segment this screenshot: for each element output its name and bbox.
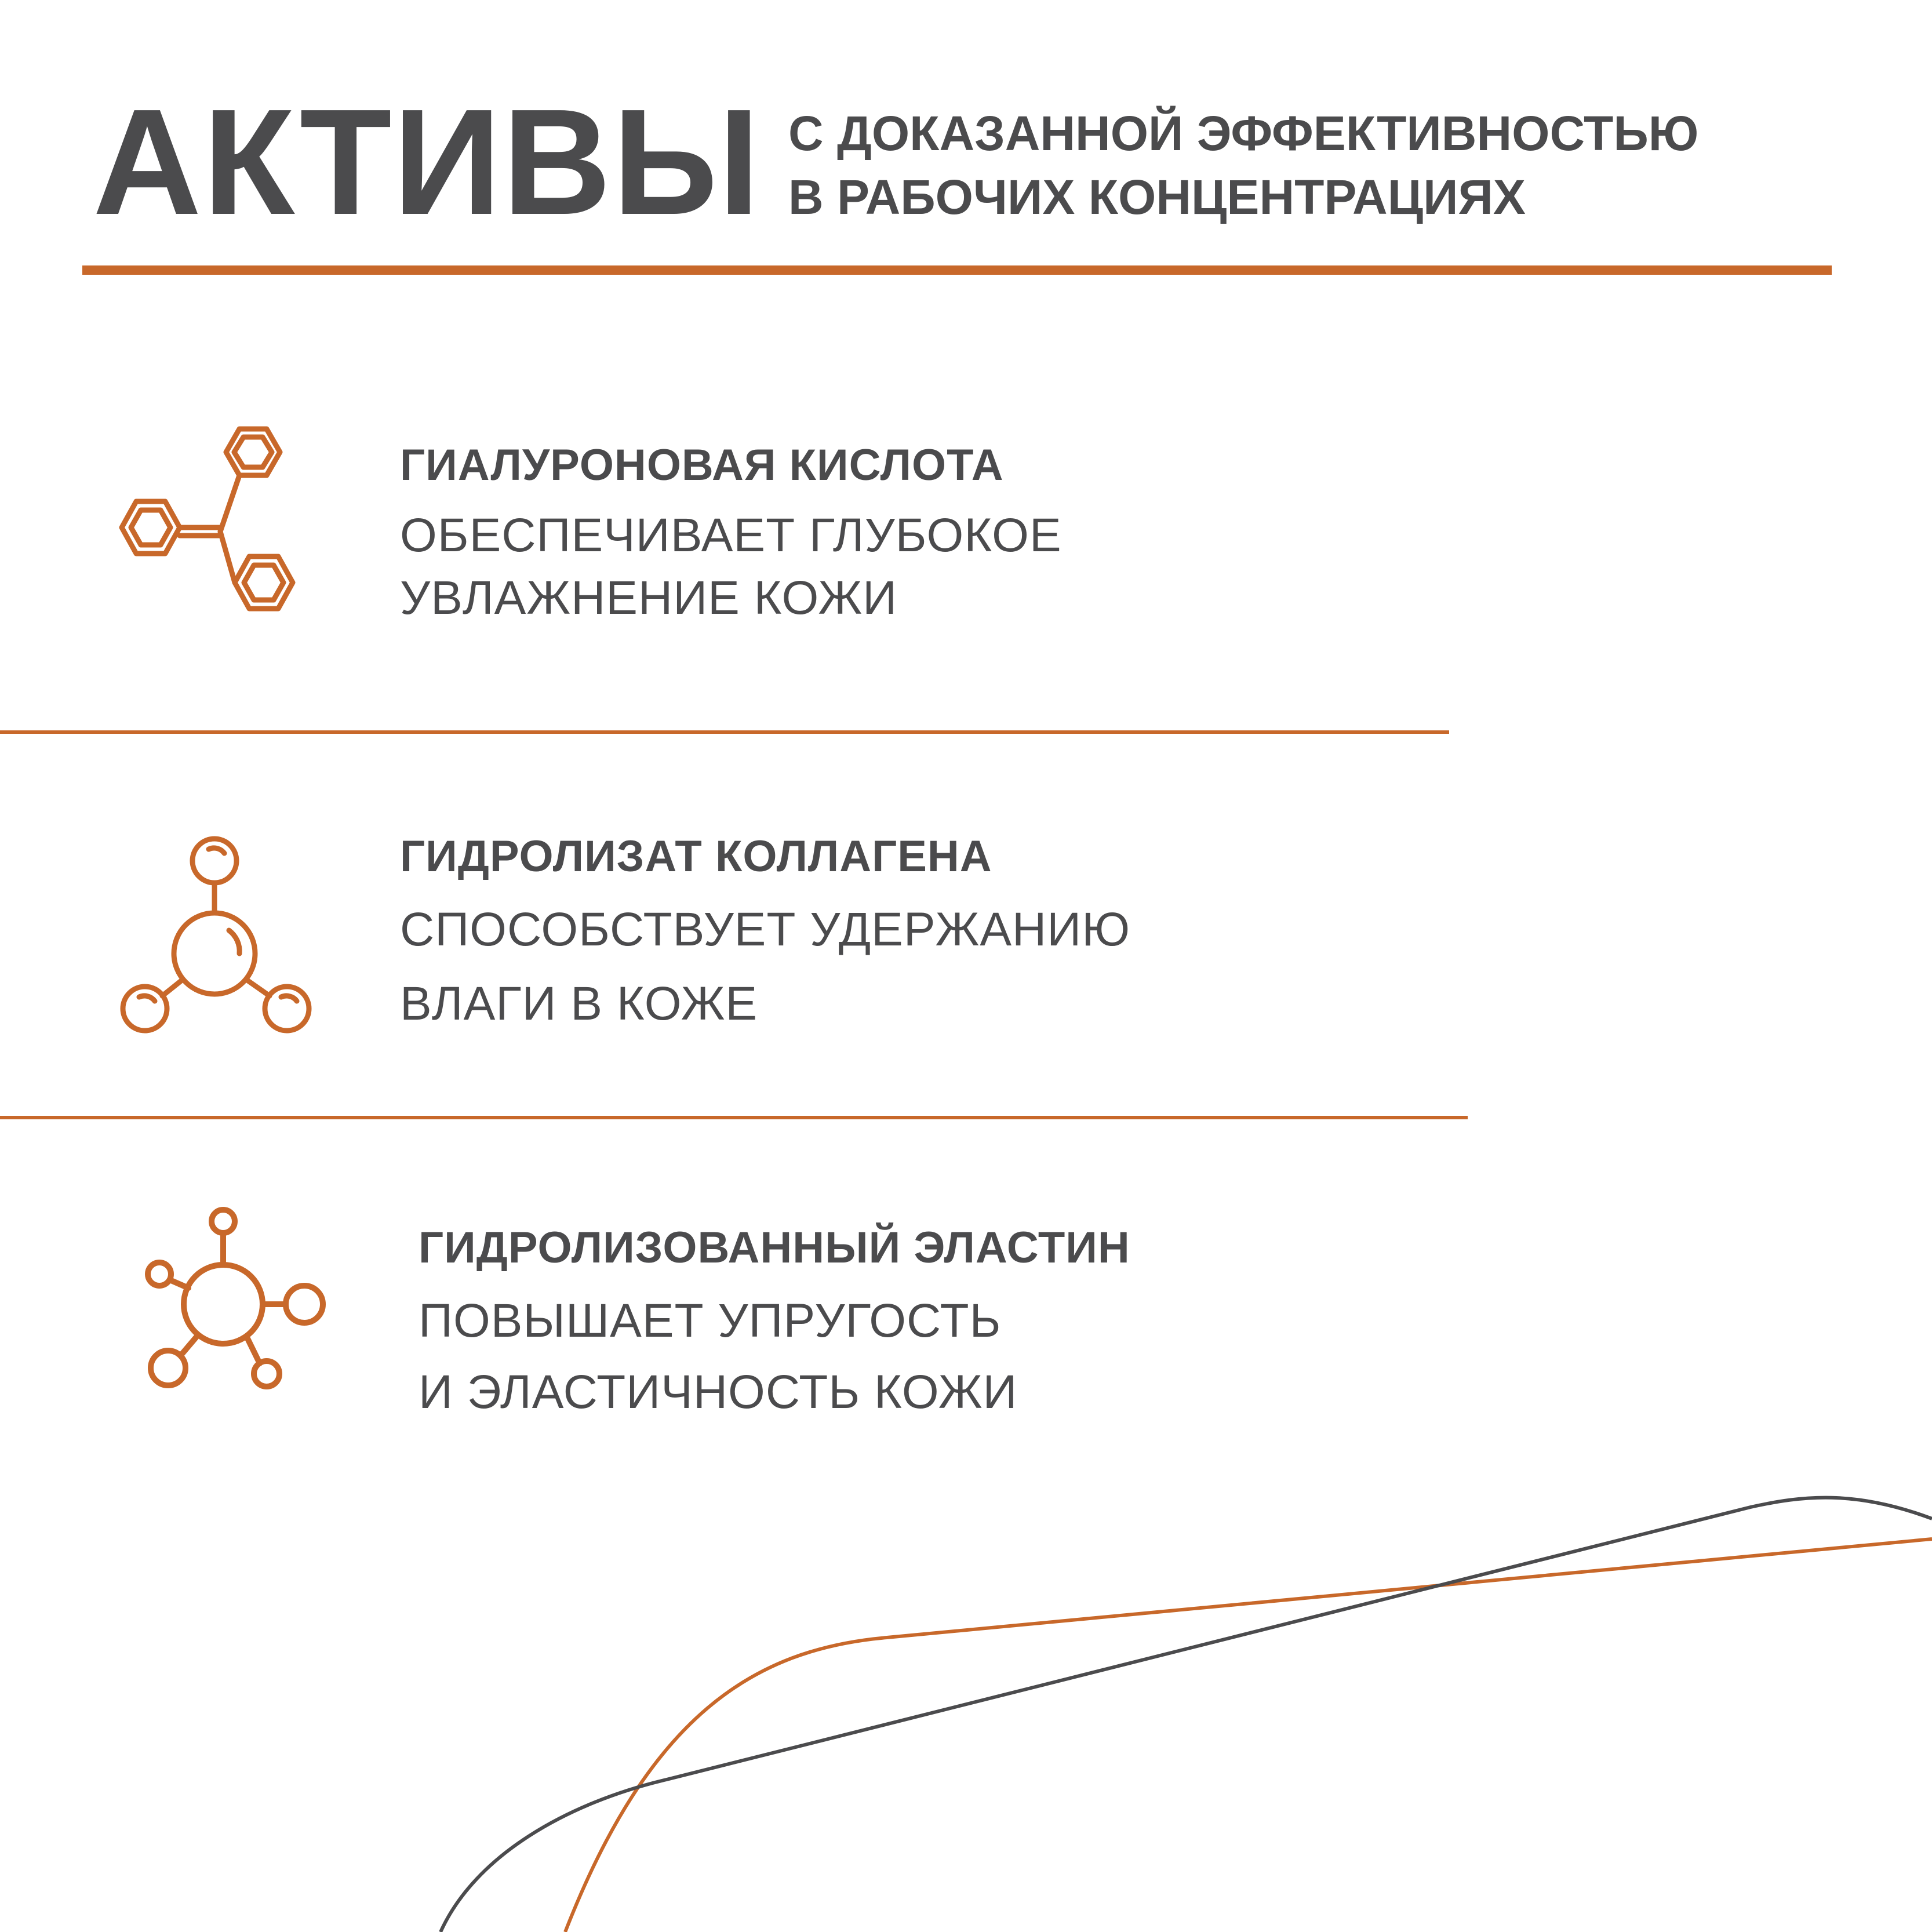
item-desc-line: ОБЕСПЕЧИВАЕТ ГЛУБОКОЕ <box>400 509 1062 562</box>
item-desc-line: И ЭЛАСТИЧНОСТЬ КОЖИ <box>419 1366 1018 1418</box>
item-title-elastin: ГИДРОЛИЗОВАННЫЙ ЭЛАСТИН <box>419 1223 1130 1272</box>
subtitle-line-2: В РАБОЧИХ КОНЦЕНТРАЦИЯХ <box>788 170 1526 224</box>
item-desc-line: СПОСОБСТВУЕТ УДЕРЖАНИЮ <box>400 903 1131 956</box>
item-desc-line: ВЛАГИ В КОЖЕ <box>400 977 758 1030</box>
page-title: АКТИВЫ <box>93 78 761 246</box>
item-title-collagen: ГИДРОЛИЗАТ КОЛЛАГЕНА <box>400 832 992 881</box>
item-desc-line: ПОВЫШАЕТ УПРУГОСТЬ <box>419 1294 1002 1347</box>
item-desc-line: УВЛАЖНЕНИЕ КОЖИ <box>400 572 898 624</box>
item-title-hyaluronic: ГИАЛУРОНОВАЯ КИСЛОТА <box>400 441 1004 490</box>
subtitle-line-1: С ДОКАЗАННОЙ ЭФФЕКТИВНОСТЬЮ <box>788 106 1699 161</box>
